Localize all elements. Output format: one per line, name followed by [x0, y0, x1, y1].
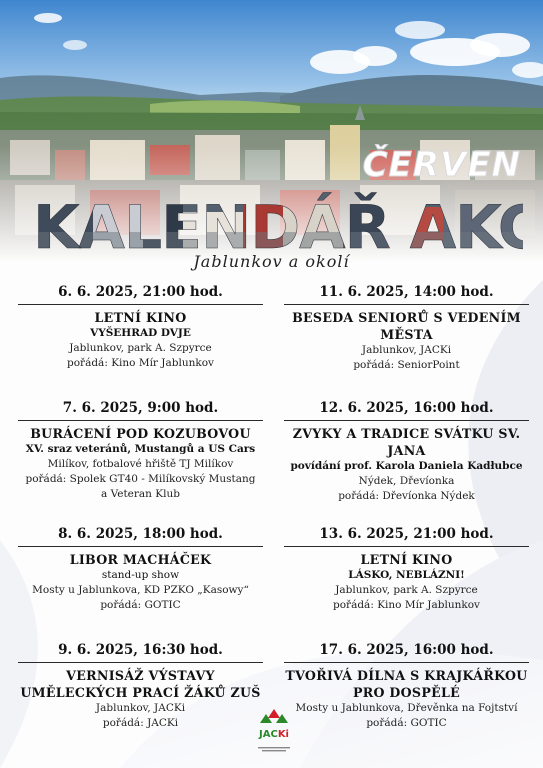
event-card [18, 282, 263, 371]
logo-fine-print [254, 745, 294, 755]
event-organizer-cont: a Veteran Klub [101, 488, 180, 500]
poster-title [33, 192, 523, 256]
event-subtitle: povídání prof. Karola Daniela Kadłubce [290, 460, 523, 472]
logo-ki: Ki [277, 729, 289, 740]
poster-title-text [33, 192, 523, 256]
event-date: 12. 6. 2025, 16:00 hod. [284, 398, 529, 421]
logo-jac: JAC [259, 729, 278, 740]
event-date: 13. 6. 2025, 21:00 hod. [284, 524, 529, 547]
event-card [284, 398, 529, 504]
event-date: 8. 6. 2025, 18:00 hod. [18, 524, 263, 547]
event-date: 17. 6. 2025, 16:00 hod. [284, 640, 529, 663]
event-title: BESEDA SENIORŮ S VEDENÍM MĚSTA [292, 310, 521, 342]
event-organizer: pořádá: GOTIC [100, 599, 181, 611]
event-card [18, 640, 263, 731]
event-title: LETNÍ KINO [94, 310, 187, 325]
event-card [284, 524, 529, 613]
event-place: Jablunkov, park A. Szpyrce [335, 584, 478, 596]
event-organizer: pořádá: Spolek GT40 - Milíkovský Mustang [25, 473, 256, 485]
event-date: 7. 6. 2025, 9:00 hod. [18, 398, 263, 421]
event-organizer: pořádá: SeniorPoint [353, 359, 460, 371]
event-card [18, 398, 263, 502]
event-organizer: pořádá: GOTIC [366, 717, 447, 729]
event-card [18, 524, 263, 613]
event-title: LETNÍ KINO [360, 552, 453, 567]
event-subtitle: XV. sraz veteránů, Mustangů a US Cars [25, 443, 256, 455]
event-title: ZVYKY A TRADICE SVÁTKU SV. JANA [292, 426, 521, 458]
event-date: 6. 6. 2025, 21:00 hod. [18, 282, 263, 305]
event-place: Mosty u Jablunkova, KD PZKO „Kasowy“ [32, 584, 249, 596]
event-place: Milíkov, fotbalové hřiště TJ Milíkov [47, 458, 234, 470]
event-place: Jablunkov, JACKi [95, 702, 186, 714]
event-subtitle: LÁSKO, NEBLÁZNI! [348, 569, 465, 581]
poster-subtitle: Jablunkov a okolí [193, 252, 350, 271]
event-organizer: pořádá: Kino Mír Jablunkov [67, 357, 214, 369]
event-title: VERNISÁŽ VÝSTAVY UMĚLECKÝCH PRACÍ ŽÁKŮ ZUŠ [20, 668, 261, 700]
event-card [284, 282, 529, 373]
event-title: BURÁCENÍ POD KOZUBOVOU [30, 426, 251, 441]
event-date: 9. 6. 2025, 16:30 hod. [18, 640, 263, 663]
event-date: 11. 6. 2025, 14:00 hod. [284, 282, 529, 305]
jacki-logo-icon [254, 708, 294, 726]
event-subtitle: VYŠEHRAD DVJE [90, 327, 191, 339]
month-label: ČERVEN [362, 145, 521, 185]
event-title: LIBOR MACHÁČEK [69, 552, 212, 567]
event-place: Jablunkov, JACKi [361, 344, 452, 356]
event-place: Mosty u Jablunkova, Dřevěnka na Fojtství [295, 702, 518, 714]
jacki-logo-wordmark [254, 730, 294, 740]
event-card [284, 640, 529, 731]
event-organizer: pořádá: JACKi [102, 717, 179, 729]
event-title: TVOŘIVÁ DÍLNA S KRAJKÁŘKOU PRO DOSPĚLÉ [285, 668, 528, 700]
event-organizer: pořádá: Dřevíonka Nýdek [338, 490, 475, 502]
event-subtitle: stand-up show [101, 569, 180, 581]
event-place: Jablunkov, park A. Szpyrce [69, 342, 212, 354]
event-organizer: pořádá: Kino Mír Jablunkov [333, 599, 480, 611]
jacki-logo [254, 708, 294, 762]
event-place: Nýdek, Dřevíonka [358, 475, 455, 487]
